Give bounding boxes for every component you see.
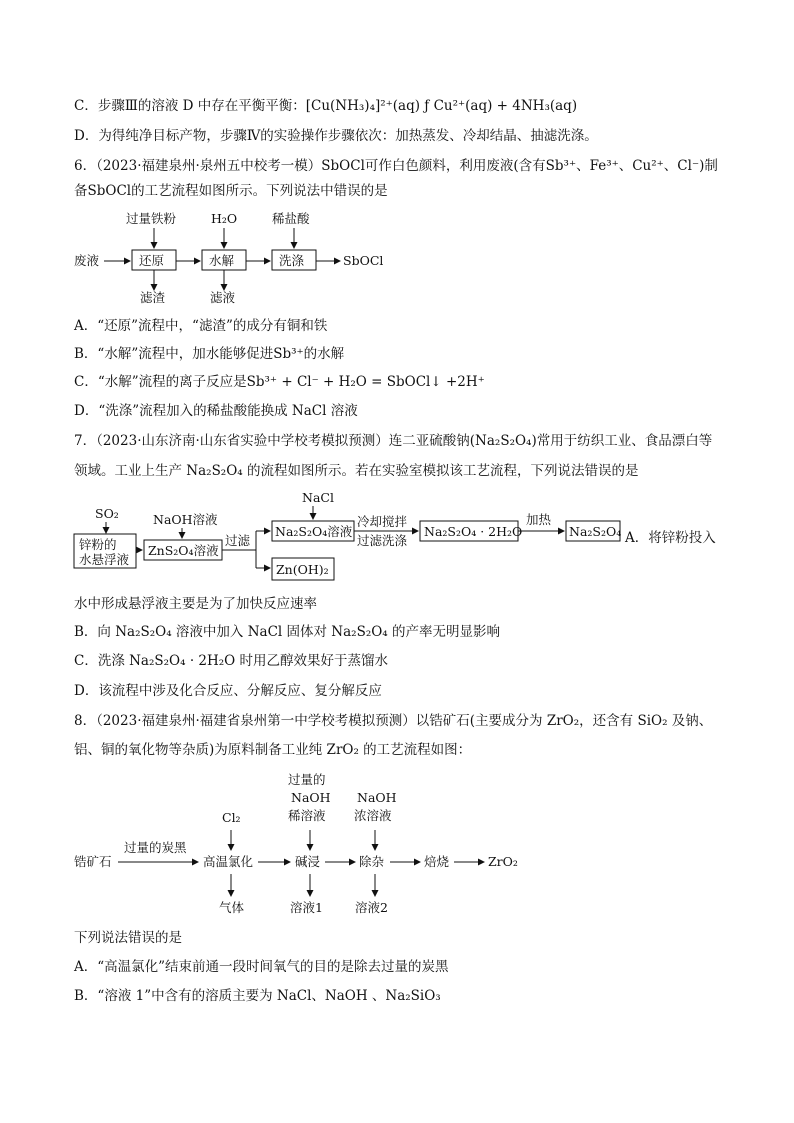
q6-option-a: A．“还原”流程中，“滤渣”的成分有铜和铁 — [74, 318, 328, 334]
flow8-out-sol1: 溶液1 — [290, 900, 323, 915]
flow7-filter: 过滤 — [225, 533, 251, 548]
flow7-box-zinc1: 锌粉的 — [79, 537, 117, 552]
q8-stem-line2: 铝、铜的氧化物等杂质)为原料制备工业纯 ZrO₂ 的工艺流程如图： — [74, 742, 472, 758]
flow6-end: SbOCl — [343, 253, 384, 268]
q6-option-c: C．“水解”流程的离子反应是Sb³⁺ + Cl⁻ + H₂O = SbOCl↓ +2H⁺ — [74, 374, 485, 390]
q6-option-d: D．“洗涤”流程加入的稀盐酸能换成 NaCl 溶液 — [74, 403, 358, 419]
flow7-nacl: NaCl — [302, 490, 334, 505]
flow7-cool2: 过滤洗涤 — [357, 533, 408, 548]
flow6-step-reduce: 还原 — [139, 253, 165, 268]
flow8-step-purify: 除杂 — [359, 854, 385, 869]
flow7-cool1: 冷却搅拌 — [357, 514, 408, 529]
flow8-step-roast: 焙烧 — [424, 854, 450, 869]
flow6-input-iron: 过量铁粉 — [126, 211, 177, 226]
flow8-naoh2-l2: 浓溶液 — [354, 808, 392, 823]
flow8-carbon: 过量的炭黑 — [124, 840, 187, 855]
flow8-naoh1-l3: 稀溶液 — [288, 808, 326, 823]
q7-stem-line2: 领域。工业上生产 Na₂S₂O₄ 的流程如图所示。若在实验室模拟该工艺流程，下列说法错误的是 — [74, 463, 639, 479]
q8-option-a: A．“高温氯化”结束前通一段时间氧气的目的是除去过量的炭黑 — [74, 959, 449, 975]
option-d-text: D．为得纯净目标产物，步骤Ⅳ的实验操作步骤依次：加热蒸发、冷却结晶、抽滤洗涤。 — [74, 128, 598, 144]
flow8-naoh1-l1: 过量的 — [288, 772, 326, 787]
q7-option-a-head: A．将锌粉投入 — [625, 530, 716, 546]
flow7-naoh: NaOH溶液 — [153, 512, 218, 527]
q7-option-d: D．该流程中涉及化合反应、分解反应、复分解反应 — [74, 683, 382, 699]
flow7-box-product: Na₂S₂O₄ — [569, 524, 622, 539]
flow7-heat: 加热 — [526, 512, 552, 527]
flow6-start: 废液 — [74, 253, 100, 268]
flow8-out-sol2: 溶液2 — [355, 900, 388, 915]
flow6-input-water: H₂O — [211, 211, 238, 226]
q8-option-b: B．“溶液 1”中含有的溶质主要为 NaCl、NaOH 、Na₂SiO₃ — [74, 988, 441, 1004]
q6-stem-line2: 备SbOCl的工艺流程如图所示。下列说法中错误的是 — [74, 183, 388, 199]
flow8-end: ZrO₂ — [488, 854, 518, 869]
flow8-cl2: Cl₂ — [222, 810, 241, 825]
q7-option-b: B．向 Na₂S₂O₄ 溶液中加入 NaCl 固体对 Na₂S₂O₄ 的产率无明显影响 — [74, 624, 501, 640]
flow6-input-hcl: 稀盐酸 — [272, 211, 310, 226]
flow6-output-filtrate: 滤液 — [210, 290, 236, 305]
flow8-start: 锆矿石 — [74, 854, 112, 869]
flow7-box-zinc2: 水悬浮液 — [79, 552, 130, 567]
flow7-box-znoh2: Zn(OH)₂ — [276, 562, 329, 577]
q8-stem-line1: 8．（2023·福建泉州·福建省泉州第一中学校考模拟预测）以锆矿石(主要成分为 ZrO₂，还含有 SiO₂ 及钠、 — [74, 713, 713, 729]
flow8-step-alkali: 碱浸 — [295, 854, 321, 869]
q6-stem-line1: 6．（2023·福建泉州·泉州五中校考一模）SbOCl可作白色颜料，利用废液(含有Sb³⁺、Fe³⁺、Cu²⁺、Cl⁻)制 — [74, 158, 718, 174]
q7-option-c: C．洗涤 Na₂S₂O₄ · 2H₂O 时用乙醇效果好于蒸馏水 — [74, 653, 389, 669]
flow8-naoh1-l2: NaOH — [291, 790, 331, 805]
option-c-text: C．步骤Ⅲ的溶液 D 中存在平衡平衡：[Cu(NH₃)₄]²⁺(aq) ƒ Cu²⁺(aq) + 4NH₃(aq) — [74, 98, 578, 114]
flow6-step-hydrolysis: 水解 — [209, 253, 235, 268]
flow7-so2: SO₂ — [95, 506, 119, 521]
flow7-box-na2s2o4-sol: Na₂S₂O₄溶液 — [275, 524, 353, 539]
flow8-out-gas: 气体 — [219, 900, 245, 915]
flow8-step-chlorination: 高温氯化 — [203, 854, 254, 869]
flow6-output-residue: 滤渣 — [140, 290, 166, 305]
flow7-box-zns2o4: ZnS₂O₄溶液 — [148, 543, 219, 558]
q6-option-b: B．“水解”流程中，加水能够促进Sb³⁺的水解 — [74, 346, 345, 362]
q7-stem-line1: 7．（2023·山东济南·山东省实验中学校考模拟预测）连二亚硫酸钠(Na₂S₂O₄)常用于纺织工业、食品漂白等 — [74, 433, 713, 449]
q7-option-a-cont: 水中形成悬浮液主要是为了加快反应速率 — [74, 596, 317, 612]
flow8-naoh2-l1: NaOH — [357, 790, 397, 805]
q8-question: 下列说法错误的是 — [74, 930, 182, 946]
flow6-step-wash: 洗涤 — [279, 253, 305, 268]
flow7-box-hydrate: Na₂S₂O₄ · 2H₂O — [424, 524, 523, 539]
